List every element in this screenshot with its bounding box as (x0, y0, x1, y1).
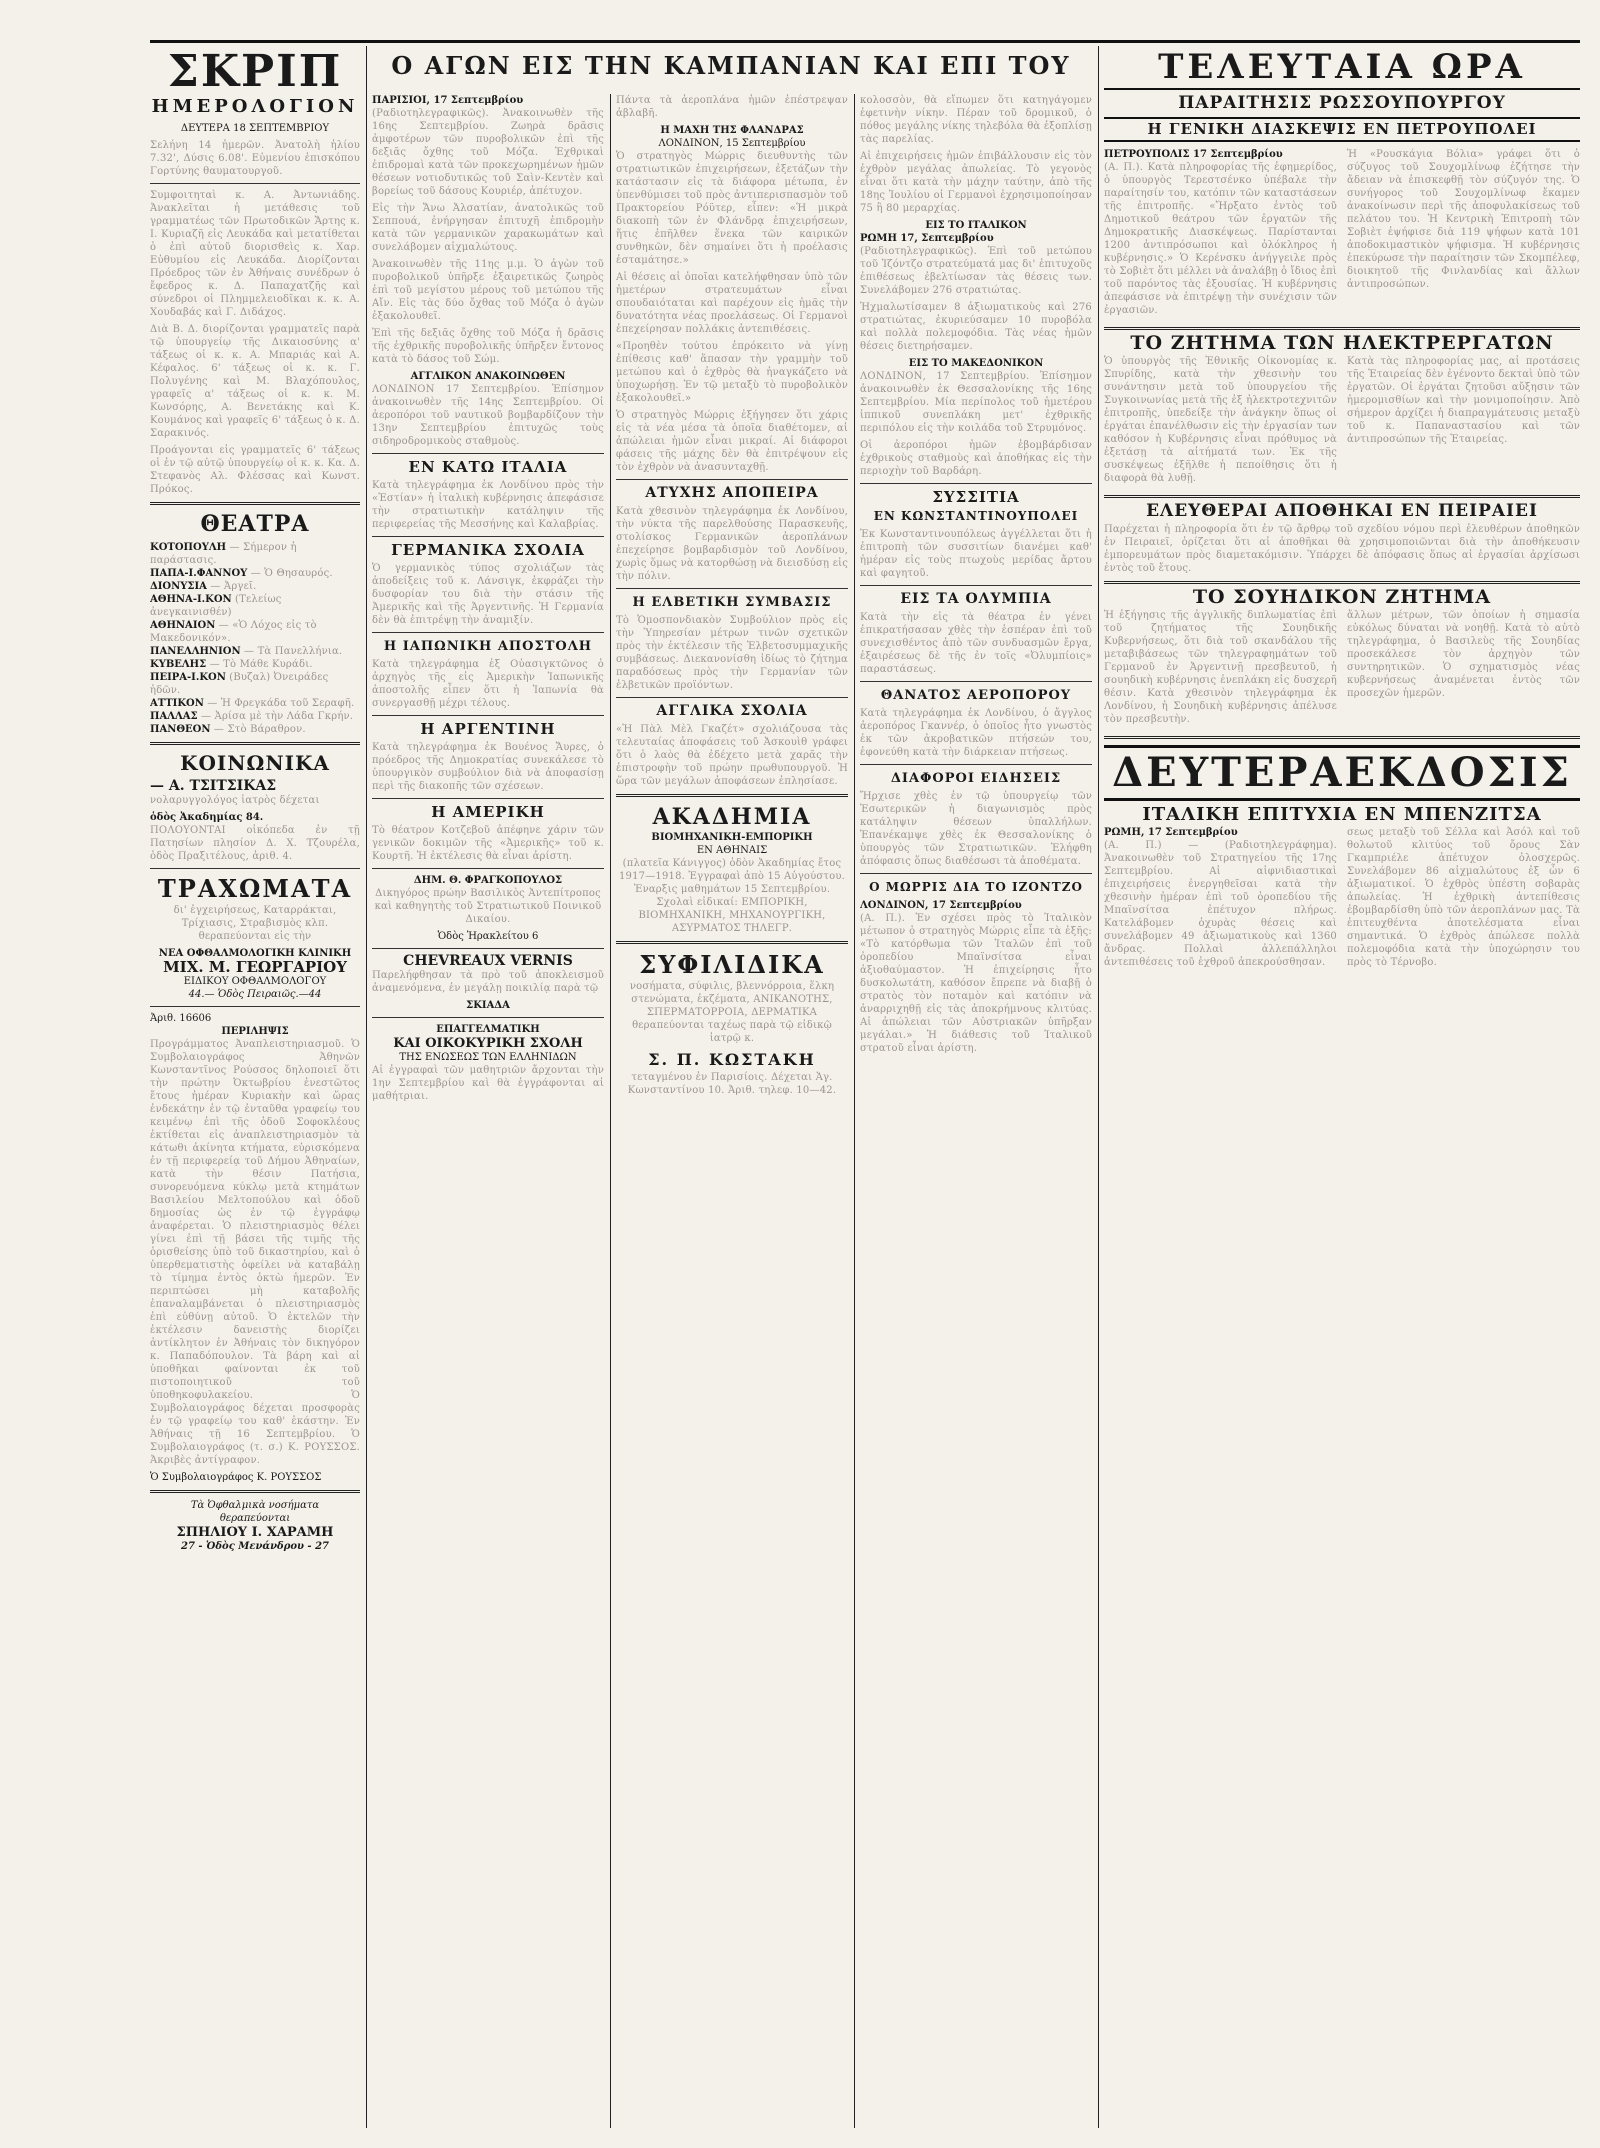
subcolumn (1347, 355, 1580, 489)
ad-line: θεραπεύονται (219, 1513, 291, 1524)
section-heading: ΕΙΣ ΤΟ ΙΤΑΛΙΚΟΝ (925, 220, 1027, 231)
separator (372, 536, 604, 537)
separator (372, 1017, 604, 1018)
column-text: Οἱ ἀεροπόροι ἡμῶν ἐβομβάρδισαν ἐχθρικοὺς σταθμοὺς καὶ ἀποθήκας εἰς τὴν περιοχὴν τοῦ Βαρδάρη. (860, 440, 1092, 477)
right-banner: ΤΕΛΕΥΤΑΙΑ ΩΡΑ (1104, 46, 1580, 90)
section-heading: Η ΑΜΕΡΙΚΗ (431, 803, 545, 821)
ad-product: CHEVREAUX VERNIS (403, 953, 573, 969)
column-text: δι' ἐγχειρήσεως, Καταρράκται, Τρίχιασις, Στραβισμὸς κλπ. θεραπεύονται εἰς τὴν (173, 905, 337, 942)
theatre-item: ΑΘΗΝΑΙΟΝ — «Ὁ Λόχος εἰς τὸ Μακεδονικόν». (150, 620, 317, 644)
theatre-item: ΑΤΤΙΚΟΝ — Ἡ Φρεγκάδα τοῦ Σεραφῆ. (150, 698, 355, 709)
column-text: ΛΟΝΔΙΝΟΝ 17 Σεπτεμβρίου. Ἐπίσημον ἀνακοινωθὲν τῆς 14ης Σεπτεμβρίου. Οἱ ἀεροπόροι τοῦ ναυτικοῦ βομβαρδίζουν τὴν 13ην Σεπτεμβρίου ἐπιτυχῶς τοὺς σιδηροδρομικοὺς σταθμοὺς. (372, 384, 604, 447)
section-heading: Η ΑΡΓΕΝΤΙΝΗ (420, 720, 556, 738)
separator (1104, 327, 1580, 330)
section-heading: ΤΟ ΖΗΤΗΜΑ ΤΩΝ ΗΛΕΚΤΡΕΡΓΑΤΩΝ (1130, 332, 1554, 354)
column-text: Διὰ Β. Δ. διορίζονται γραμματεῖς παρὰ τῷ ὑπουργείῳ τῆς Δικαιοσύνης α' τάξεως οἱ κ. κ. Α. Μπαριάς καὶ Α. Κέφαλος. 6' τάξεως οἱ κ. κ. Γ. Πολυγένης καὶ Μ. Βλαχόπουλος, γραφεῖς α' τάξεως οἱ κ. κ. Μ. Κωνσόρης, Α. Βενετάκης καὶ Κ. Κουμάνος καὶ γραφεῖς 6' τάξεως ὁ κ. Δ. Σαρακινός. (150, 324, 360, 439)
separator (150, 1490, 360, 1493)
doctor-address: ὁδὸς Ἀκαδημίας 84. (150, 812, 264, 823)
clinic-address: 44.— Ὁδὸς Πειραιῶς.—44 (188, 989, 322, 1000)
section-heading: ΓΕΡΜΑΝΙΚΑ ΣΧΟΛΙΑ (391, 541, 585, 559)
separator (1104, 495, 1580, 498)
separator (150, 868, 360, 869)
column-rule (366, 46, 367, 2128)
ad-name: ΔΗΜ. Θ. ΦΡΑΓΚΟΠΟΥΛΟΣ (413, 875, 563, 886)
column-text: (Α. Π.). Ἐν σχέσει πρὸς τὸ Ἰταλικὸν μέτωπον ὁ στρατηγὸς Μώρρις εἶπε τὰ ἑξῆς: «Τὸ κατόρθωμα τῶν Ἰταλῶν ἐπὶ τοῦ ὀροπεδίου Μπαϊνσίτσα εἶναι ἀξιοθαύμαστον. Ἡ ἐπιχείρησις ἦτο δυσκολωτάτη, καθόσον ἔπρεπε νὰ διαβῇ ὁ στρατὸς τὸν ποταμὸν καὶ κατόπιν νὰ ἀναρριχηθῇ εἰς τὰς ἀποκρήμνους κλιτύας. Αἱ ἀπώλειαι τῶν Αὐστριακῶν ὑπῆρξαν μεγάλαι.» Ἡ διάθεσις τοῦ Ἰταλικοῦ στρατοῦ εἶναι ἀρίστη. (860, 913, 1092, 1054)
academy-subheading: ΒΙΟΜΗΧΑΝΙΚΗ-ΕΜΠΟΡΙΚΗ (651, 832, 813, 843)
separator (616, 941, 848, 944)
column-text: Ἤρχισε χθὲς ἐν τῷ ὑπουργείῳ τῶν Ἐσωτερικῶν ἡ διαγωνισμὸς πρὸς κατάληψιν θέσεων ὑπαλλήλων. Ἐπανέκαμψε χθὲς ἐκ Θεσσαλονίκης ὁ ὑπουργὸς τῶν Στρατιωτικῶν. Ἐλήφθη ἀπόφασις ὅπως διαθέσωσι τὰ ἀποθέματα. (860, 791, 1092, 867)
ad-address: Ὁδὸς Ἡρακλείτου 6 (437, 931, 539, 942)
column-text: Ἠχμαλωτίσαμεν 8 ἀξιωματικοὺς καὶ 276 στρατιώτας, ἐκυριεύσαμεν 10 πυροβόλα καὶ πολλὰ πολεμοφόδια. Τὰς νέας ἡμῶν θέσεις διετηρήσαμεν. (860, 302, 1092, 352)
separator (616, 697, 848, 698)
ad-doctor: Σ. Π. ΚΩΣΤΑΚΗ (648, 1050, 816, 1069)
section-heading: ΕΛΕΥΘΕΡΑΙ ΑΠΟΘΗΚΑΙ ΕΝ ΠΕΙΡΑΙΕΙ (1146, 501, 1538, 521)
section-heading: Η ΙΑΠΩΝΙΚΗ ΑΠΟΣΤΟΛΗ (383, 639, 593, 654)
separator (1104, 736, 1580, 739)
section-heading: Η ΜΑΧΗ ΤΗΣ ΦΛΑΝΔΡΑΣ (660, 125, 804, 136)
dateline: ΠΕΤΡΟΥΠΟΛΙΣ 17 Σεπτεμβρίου (1104, 149, 1283, 160)
column-text: Κατὰ τηλεγράφημα ἐκ Βουένος Ἄυρες, ὁ πρόεδρος τῆς Δημοκρατίας συνεκάλεσε τὸ ὑπουργικὸν συμβούλιον διὰ νὰ ἀποφασίσῃ περὶ τῆς διακοπῆς τῶν σχέσεων. (372, 742, 604, 792)
column-text: (Α. Π.). Κατὰ πληροφορίας τῆς ἐφημερίδος, ὁ ὑπουργὸς Τερεστσένκο ὑπέβαλε τὴν παραίτησίν του, κατόπιν τῶν καταστάσεων τῆς ἐπιτροπῆς. «Ἤρξατο ἐντὸς τοῦ Δημοτικοῦ θεάτρου τῶν ἐργατῶν τῆς Δημοκρατικῆς Διασκέψεως. Παρίστανται 1200 ἀντιπρόσωποι καὶ ὁλόκληρος ἡ κυβέρνησις.» Ὁ Κερένσκυ ἀνήγγειλε πρὸς τὸ Σοβιὲτ ὅτι μέλλει νὰ ἀναλάβῃ ὁ ἴδιος ἐπὶ τοῦ παρόντος τὰς ἐξουσίας. Ἡ κυβέρνησις ἀπεφάσισε νὰ ἐπιτρέψῃ τὴν συνέχισιν τῶν ἐργασιῶν. (1104, 162, 1337, 316)
theatres-heading: ΘΕΑΤΡΑ (200, 511, 310, 537)
theatres-list (150, 541, 360, 736)
dateline: ΛΟΝΔΙΝΟΝ, 17 Σεπτεμβρίου (860, 900, 1022, 911)
ad-name: ΣΠΗΛΙΟΥ Ι. ΧΑΡΑΜΗ (176, 1525, 334, 1540)
column-text: νολαρυγγολόγος ἰατρὸς δέχεται (150, 795, 320, 806)
section-heading: ΣΥΣΣΙΤΙΑ (932, 488, 1020, 506)
separator (150, 183, 360, 184)
column-text: Κατὰ τηλεγράφημα ἐκ Λονδίνου πρὸς τὴν «Ἑστίαν» ἡ ἰταλικὴ κυβέρνησις ἀπεφάσισε τὴν στρατιωτικὴν κατάληψιν τῆς περιφερείας τῆς Μεσσήνης καὶ Καλαβρίας. (372, 480, 604, 530)
separator (150, 742, 360, 745)
separator (372, 868, 604, 869)
school-heading: ΚΑΙ ΟΙΚΟΚΥΡΙΚΗ ΣΧΟΛΗ (393, 1036, 583, 1051)
dateline: ΠΑΡΙΣΙΟΙ, 17 Σεπτεμβρίου (372, 95, 524, 106)
separator (616, 794, 848, 797)
column-text: Ἐπὶ τῆς δεξιᾶς ὄχθης τοῦ Μόζα ἡ δρᾶσις τῆς ἐχθρικῆς πυροβολικῆς ὑπῆρξεν ἔντονος κατὰ τὸ δάσος τοῦ Σώμ. (372, 328, 604, 365)
separator (616, 588, 848, 589)
academy-heading: ΑΚΑΔΗΜΙΑ (652, 804, 812, 830)
column-text: Ἀνακοινωθὲν τῆς 11ης μ.μ. Ὁ ἀγὼν τοῦ πυροβολικοῦ ὑπῆρξε ἐξαιρετικῶς ζωηρὸς ἐπὶ τοῦ μεγίστου μέρους τοῦ μετώπου τῆς Αἴν. Εἰς τὰς δύο ὄχθας τοῦ Μόζα ὁ ἀγὼν ἐξακολουθεῖ. (372, 259, 604, 322)
section-heading: ΑΓΓΛΙΚΑ ΣΧΟΛΙΑ (656, 703, 808, 719)
column-text: «Προηθὲν τούτου ἐπρόκειτο νὰ γίνῃ ἐπίθεσις καθ' ἅπασαν τὴν γραμμὴν τοῦ μετώπου καὶ ὁ ἐχθρὸς θὰ ἠναγκάζετο νὰ ὑποχωρήσῃ. Ἐν τῷ μεταξὺ τὸ πυροβολικὸν ἐξακολουθεῖ.» (616, 341, 848, 404)
column-text: Κατὰ τηλεγράφημα ἐκ Λονδίνου, ὁ ἄγγλος ἀεροπόρος Γκαννέρ, ὁ ὁποῖος ἦτο γνωστὸς ἐκ τῶν ἀκροβατικῶν πτήσεών του, ἐφονεύθη κατὰ τὴν διάρκειαν πτήσεως. (860, 708, 1092, 758)
separator (150, 1006, 360, 1007)
ad-line: Τὰ Ὀφθαλμικὰ νοσήματα (190, 1500, 320, 1511)
clinic-role: ΕΙΔΙΚΟΥ ΟΦΘΑΛΜΟΛΟΓΟΥ (183, 976, 327, 987)
section-heading: ΠΑΡΑΙΤΗΣΙΣ ΡΩΣΣΟΥΠΟΥΡΓΟΥ (1178, 93, 1506, 113)
column-text: Τὸ θέατρον Κοτζεβοῦ ἀπέφηνε χάριν τῶν γενικῶν δοκιμῶν τῆς «Ἀμερικῆς» τοῦ κ. Κουρτῆ. Ἡ ἐκτέλεσις θὰ εἶναι ἀρίστη. (372, 825, 604, 862)
separator (860, 483, 1092, 484)
academy-location: ΕΝ ΑΘΗΝΑΙΣ (696, 845, 768, 856)
clinic-doctor: ΜΙΧ. Μ. ΓΕΩΡΓΑΡΙΟΥ (163, 958, 347, 976)
section-heading: ΙΤΑΛΙΚΗ ΕΠΙΤΥΧΙΑ ΕΝ ΜΠΕΝΖΙΤΣΑ (1142, 804, 1542, 825)
ad-address: 27 - Ὁδὸς Μενάνδρου - 27 (181, 1541, 329, 1552)
separator (860, 585, 1092, 586)
subcolumn (1104, 148, 1337, 321)
separator (372, 798, 604, 799)
two-column-block (1104, 609, 1580, 730)
theatre-item: ΚΟΤΟΠΟΥΛΗ — Σήμερον ἡ παράστασις. (150, 542, 297, 566)
column-text: (Α. Π.) — (Ραδιοτηλεγράφημα). Ἀνακοινωθὲν τοῦ Στρατηγείου τῆς 17ης Σεπτεμβρίου. Αἱ αἰφνιδιαστικαὶ ἐπιχειρήσεις ἐνεργηθεῖσαι κατὰ τὴν χθεσινὴν ἡμέραν ἐπὶ τοῦ ὀροπεδίου τῆς Μπαϊνσίτσα ἐπέτυχον πλήρως. Κατελάβομεν ὀχυρὰς θέσεις καὶ συνελάβομεν 49 ἀξιωματικοὺς καὶ 1360 ἄνδρας. Πολλαὶ ἀλλεπάλληλοι ἀντεπιθέσεις τοῦ ἐχθροῦ ἀπεκρούσθησαν. (1104, 840, 1337, 968)
section-heading: ΘΑΝΑΤΟΣ ΑΕΡΟΠΟΡΟΥ (880, 688, 1072, 703)
column-text: Κατὰ τηλεγράφημα ἐξ Οὐασιγκτῶνος ὁ ἀρχηγὸς τῆς εἰς Ἀμερικὴν Ἰαπωνικῆς ἀποστολῆς εἶπεν ὅτι ἡ Ἰαπωνία θὰ συνεργασθῇ μέχρι τέλους. (372, 659, 604, 709)
theatre-item: ΑΘΗΝΑ-Ι.ΚΟΝ (Τελείως ἀνεγκαινισθέν) (150, 594, 282, 618)
right-section (1104, 46, 1580, 2128)
column-text: ΠΟΛΟΥΟΝΤΑΙ οἰκόπεδα ἐν τῇ Πατησίων πλησίον Δ. Χ. Τζουρέλα, ὁδὸς Πραξιτέλους, ἀριθ. 4. (150, 825, 360, 862)
separator (150, 502, 360, 505)
column-text: νοσήματα, σύφιλις, βλεννόρροια, ἕλκη στενώματα, ἐκζέματα, ΑΝΙΚΑΝΟΤΗΣ, ΣΠΕΡΜΑΤΟΡΡΟΙΑ, ΔΕΡΜΑΤΙΚΑ θεραπεύονται ταχέως παρὰ τῷ εἰδικῷ ἰατρῷ κ. (629, 981, 835, 1044)
column-text: κολοσσὸν, θὰ εἴπωμεν ὅτι κατηγάγομεν ἐφετινὴν νίκην. Πέραν τοῦ δρομικοῦ, ὁ πόθος μεγάλης νίκης τηλεβόλα θὰ ἐξοπλίσῃ τὰς παρελίας. (860, 95, 1092, 145)
section-heading: ΤΟ ΣΟΥΗΔΙΚΟΝ ΖΗΤΗΜΑ (1192, 586, 1492, 608)
center-column-3 (860, 94, 1092, 2128)
separator (1104, 581, 1580, 584)
column-text: Παρέχεται ἡ πληροφορία ὅτι ἐν τῷ ἄρθρῳ τοῦ σχεδίου νόμου περὶ ἐλευθέρων ἀποθηκῶν ἐν Πειραιεῖ, ὁρίζεται ὅτι αἱ ἀποθῆκαι θὰ χρησιμοποιῶνται διὰ τὴν ἀποθήκευσιν ἐμπορευμάτων πρὸς διαμετακόμισιν. Ὑπάρχει δὲ ἀπόφασις ὅπως αἱ ἐργασίαι ἀρχίσωσι ἐντὸς τοῦ ἔτους. (1104, 524, 1580, 574)
social-heading: ΚΟΙΝΩΝΙΚΑ (180, 751, 330, 775)
theatre-item: ΠΑΝΕΛΛΗΝΙΟΝ — Τὰ Πανελλήνια. (150, 646, 343, 657)
column-text: Ἡ «Ρουσκάγια Βόλια» γράφει ὅτι ὁ σύζυγος τοῦ Σουχομλίνωφ ἐζήτησε τὴν ἄδειαν νὰ ἐπισκεφθῇ τὸν σύζυγόν της. Ὁ συνήγορος τοῦ Σουχομλίνωφ ἔκαμεν ἀνακοίνωσιν περὶ τῆς ἀποφυλακίσεως τοῦ πελάτου του. Ἡ Κεντρικὴ Ἐπιτροπὴ τῶν Σοβιὲτ ἐψήφισε διὰ 119 ψήφων κατὰ 101 ἀποδοκιμαστικὸν ψήφισμα. Ἡ κυβέρνησις ἐπεκύρωσε τὴν παραίτησιν τῶν Σκομπέλεφ, διοικητοῦ τῆς Φινλανδίας καὶ ἄλλων ἀντιπροσώπων. (1347, 149, 1580, 290)
notice-number: Ἀριθ. 16606 (150, 1013, 212, 1024)
column-text: Ἐκ Κωνσταντινουπόλεως ἀγγέλλεται ὅτι ἡ ἐπιτροπὴ τῶν συσσιτίων διανέμει καθ' ἡμέραν εἰς τοὺς πτωχοὺς μερίδας ἄρτου καὶ φαγητοῦ. (860, 529, 1092, 579)
dateline: ΛΟΝΔΙΝΟΝ, 15 Σεπτεμβρίου (658, 138, 806, 149)
subcolumn (1104, 355, 1337, 489)
subcolumn (1104, 609, 1337, 730)
separator (372, 453, 604, 454)
separator (372, 632, 604, 633)
column-text: Κατὰ τὴν εἰς τὰ θέατρα ἐν γένει ἐπικρατήσασαν χθὲς τὴν ἑσπέραν ἐπὶ τοῦ συνεχισθέντος ἀπὸ τῶν συνδυασμῶν ἔργα, ἐξαιρέσεως δὲ τῆς ἐν τοῖς «Ὀλυμπίοις» παραστάσεως. (860, 612, 1092, 675)
theatre-item: ΚΥΒΕΛΗΣ — Τὸ Μάθε Κυράδι. (150, 659, 313, 670)
section-subheading: ΕΝ ΚΩΝΣΤΑΝΤΙΝΟΥΠΟΛΕΙ (873, 509, 1079, 523)
column-text: Κατὰ χθεσινὸν τηλεγράφημα ἐκ Λονδίνου, τὴν νύκτα τῆς παρελθούσης Παρασκευῆς, στολίσκος Γερμανικῶν ἀεροπλάνων ἐπεχείρησε βομβαρδισμὸν τοῦ Λονδίνου, χωρὶς ὅμως νὰ κατορθώσῃ νὰ διεισδύσῃ εἰς τὴν πόλιν. (616, 506, 848, 582)
subcolumn (1104, 826, 1337, 973)
ad-heading: ΣΥΦΙΛΙΔΙΚΑ (639, 950, 825, 979)
separator (860, 764, 1092, 765)
column-text: Κατὰ τὰς πληροφορίας μας, αἱ προτάσεις τῆς Ἑταιρείας δὲν ἐγένοντο δεκταὶ ὑπὸ τῶν ἐργατῶν. Οἱ ἐργάται ζητοῦσι αὔξησιν τῶν ἡμερομισθίων καὶ τὴν μονιμοποίησιν. Ἀπὸ σήμερον ἀρχίζει ἡ διαπραγμάτευσις μεταξὺ τοῦ κ. Παπαναστασίου καὶ τῶν ἀντιπροσώπων τῆς Ἑταιρείας. (1347, 356, 1580, 445)
section-heading: ΕΙΣ ΤΟ ΜΑΚΕΔΟΝΙΚΟΝ (908, 358, 1044, 369)
two-column-block (1104, 148, 1580, 321)
column-text: «Ἡ Πὰλ Μὲλ Γκαζέτ» σχολιάζουσα τὰς τελευταίας ἀποφάσεις τοῦ Ἀσκουὶθ γράφει ὅτι ὁ λαὸς θὰ ἐδέχετο μετὰ χαρᾶς τὴν ἐπιστροφὴν τοῦ πρώην πρωθυπουργοῦ. Ἡ ὥρα τῶν μεγάλων ἀποφάσεων ἐπλησίασε. (616, 724, 848, 787)
theatre-item: ΠΕΙΡΑ-Ι.ΚΟΝ (Βυζαλ) Ὀνειράδες ἡδῶν. (150, 672, 329, 696)
clinic-name: ΝΕΑ ΟΦΘΑΛΜΟΛΟΓΙΚΗ ΚΛΙΝΙΚΗ (158, 948, 352, 959)
column-text: Ὁ στρατηγὸς Μώρρις ἐξήγησεν ὅτι χάρις εἰς τὰ νέα μέσα τὰ ὁποῖα διαθέτομεν, αἱ ἀπώλειαι ἡμῶν εἶναι μικραί. Αἱ διάφοροι φάσεις τῆς μάχης δὲν θὰ ἐπιτρέψουν εἰς τὸν ἐχθρὸν νὰ ἀνασυνταχθῇ. (616, 410, 848, 473)
top-rule (150, 40, 1580, 43)
column-rule (854, 94, 855, 2128)
dateline: ΡΩΜΗ 17, Σεπτεμβρίου (860, 233, 994, 244)
column-text: Αἱ ἐγγραφαὶ τῶν μαθητριῶν ἄρχονται τὴν 1ην Σεπτεμβρίου καὶ θὰ ἐγγράφονται αἱ μαθήτριαι. (372, 1065, 604, 1102)
column-text: τεταγμένου ἐν Παρισίοις. Δέχεται Ἁγ. Κωνσταντίνου 10. Ἀριθ. τηλεφ. 10—42. (627, 1072, 837, 1096)
main-headline: Ο ΑΓΩΝ ΕΙΣ ΤΗΝ ΚΑΜΠΑΝΙΑΝ ΚΑΙ ΕΠΙ ΤΟΥ (372, 46, 1090, 90)
center-banner (372, 46, 1090, 90)
column-text: (Ραδιοτηλεγραφικῶς). Ἐπὶ τοῦ μετώπου τοῦ Ἰζόντζο στρατεύματά μας δι' ἐπιτυχοῦς ἐπιθέσεως ἐβελτίωσαν τὰς θέσεις των. Συνελάβομεν 276 στρατιώτας. (860, 246, 1092, 296)
center-column-2 (616, 94, 848, 2128)
two-column-block (1104, 355, 1580, 489)
column-text: (πλατεῖα Κάνιγγος) ὁδὸν Ἀκαδημίας ἔτος 1917—1918. Ἐγγραφαὶ ἀπὸ 15 Αὐγούστου. Ἐναρξις μαθημάτων 15 Σεπτεμβρίου. Σχολαὶ εἰδικαί: ΕΜΠΟΡΙΚΗ, ΒΙΟΜΗΧΑΝΙΚΗ, ΜΗΧΑΝΟΥΡΓΙΚΗ, ΑΣΥΡΜΑΤΟΣ ΤΗΛΕΓΡ. (618, 858, 846, 934)
section-heading: ΕΝ ΚΑΤΩ ΙΤΑΛΙΑ (408, 458, 568, 476)
separator (372, 715, 604, 716)
signoff: Ὁ Συμβολαιογράφος Κ. ΡΟΥΣΣΟΣ (150, 1472, 322, 1483)
second-edition-banner: ΔΕΥΤΕΡΑΕΚΔΟΣΙΣ (1104, 745, 1580, 801)
trachoma-heading: ΤΡΑΧΩΜΑΤΑ (157, 874, 353, 903)
section-heading: ΑΤΥΧΗΣ ΑΠΟΠΕΙΡΑ (645, 485, 819, 501)
theatre-item: ΠΑΝΘΕΟΝ — Στὸ Βάραθρον. (150, 724, 306, 735)
separator (860, 873, 1092, 874)
column-text: Ὁ γερμανικὸς τύπος σχολιάζων τὰς ἀποδείξεις τοῦ κ. Λάνσιγκ, ἐκφράζει τὴν δυσφορίαν του διὰ τὴν στάσιν τῆς Ἀμερικῆς καὶ τῆς Ἀργεντινῆς. Ἡ Γερμανία δὲν θὰ ἐπιτρέψῃ τὴν ἀναμιξίν. (372, 563, 604, 626)
column-text: Προγράμματος Ἀναπλειστηριασμοῦ. Ὁ Συμβολαιογράφος Ἀθηνῶν Κωνσταντῖνος Ρούσσος δηλοποιεῖ ὅτι τὴν πρώτην Ὀκτωβρίου ἐνεστῶτος ἔτους ἡμέραν Κυριακὴν καὶ ὥρας ἐνδεκάτην ἐν τῷ ἐνταῦθα γραφείῳ του κειμένῳ ἐπὶ τῆς ὁδοῦ Σοφοκλέους ἐκτίθεται εἰς ἀναπλειστηριασμὸν τὰ κάτωθι ἀκίνητα κτήματα, εὐρισκόμενα ἐν τῇ περιφερείᾳ τοῦ Δήμου Ἀθηναίων, κατὰ τὴν θέσιν Πατήσια, συνορευόμενα κύκλῳ μετὰ κτημάτων Βασιλείου Μελτοπούλου καὶ ὁδοῦ δημοσίας ὡς ἐν τῷ ἐγγράφῳ ἀναφέρεται. Ὁ πλειστηριασμὸς θέλει γίνει ἐπὶ τῇ βάσει τῆς τιμῆς τῆς ὁρισθείσης ὑπὸ τοῦ δικαστηρίου, καὶ ὁ ὑπερθεματιστὴς ὀφείλει νὰ καταβάλῃ τὸ τίμημα ἐντὸς ὀκτὼ ἡμερῶν. Ἐν περιπτώσει μὴ καταβολῆς ἐπαναλαμβάνεται ὁ πλειστηριασμὸς ἐπὶ εὐθύνῃ αὐτοῦ. Ὁ ἐκτελῶν τὴν ἐκτέλεσιν δανειστὴς διορίζει ἀντίκλητον ἐν Ἀθήναις τὸν δικηγόρον κ. Παπαδόπουλον. Τὰ βάρη καὶ αἱ ὑποθῆκαι φαίνονται ἐκ τοῦ πιστοποιητικοῦ τοῦ ὑποθηκοφυλακείου. Ὁ Συμβολαιογράφος δέχεται προσφορὰς ἐν τῷ γραφείῳ του καθ' ἑκάστην. Ἐν Ἀθήναις τῇ 16 Σεπτεμβρίου. Ὁ Συμβολαιογράφος (τ. σ.) Κ. ΡΟΥΣΣΟΣ. Ἀκριβὲς ἀντίγραφον. (150, 1039, 360, 1466)
column-text: Ὁ ὑπουργὸς τῆς Ἐθνικῆς Οἰκονομίας κ. Σπυρίδης, κατὰ τὴν χθεσινὴν του συνάντησιν μετὰ τοῦ ὑπουργείου τῆς Συγκοινωνίας μετὰ τῆς ἐξ ἠλεκτροτεχνιτῶν ἐπιτροπῆς, ὑπεδείξε τὴν ἀνάγκην ὅπως οἱ ἐργάται ἐπανέλθωσιν εἰς τὴν ἐργασίαν των καθόσον ἡ Κυβέρνησις εἶναι πρόθυμος νὰ ἐξετάσῃ τὰ αἰτήματά των. Ἐκ τῆς συσκέψεως ἐξῆλθε ἡ πεποίθησις ὅτι ἡ διαφορὰ θὰ λυθῇ. (1104, 356, 1337, 484)
column-text: Αἱ ἐπιχειρήσεις ἡμῶν ἐπιβάλλουσιν εἰς τὸν ἐχθρὸν μεγάλας ἀπωλείας. Τὸ γεγονὸς εἶναι ὅτι κατὰ τὴν μάχην ταύτην, ἀπὸ τῆς 18ης Ἰουλίου οἱ Γερμανοὶ ἐχρησιμοποίησαν 75 ἢ 80 μεραρχίας. (860, 151, 1092, 214)
left-column (150, 46, 360, 2128)
masthead: ΣΚΡΙΠ (167, 46, 343, 97)
masthead-subtitle: ΗΜΕΡΟΛΟΓΙΟΝ (151, 96, 359, 117)
column-text: Δικηγόρος πρώην Βασιλικὸς Ἀντεπίτροπος καὶ καθηγητὴς τοῦ Στρατιωτικοῦ Ποινικοῦ Δικαίου. (374, 888, 602, 925)
column-text: σεως μεταξὺ τοῦ Σέλλα καὶ Ἀσόλ καὶ τοῦ θολωτοῦ κλιτύος τοῦ ὄρους Σὰν Γκαμπριέλε ἀπέτυχον ὁλοσχερῶς. Συνελάβομεν 86 αἰχμαλώτους ἐξ ὧν 6 ἀξιωματικοί. Ὁ ἐχθρὸς ὑπέστη σοβαρὰς ἀπωλείας. Ἡ ἐχθρικὴ ἀντεπίθεσις ἐβομβαρδίσθη ὑπὸ τῶν ἀεροπλάνων μας. Τὰ ἐπιτευχθέντα ἀποτελέσματα εἶναι σημαντικά. Ὁ ἐχθρὸς ἀπώλεσε πολλὰ πολεμοφόδια κατὰ τὴν ὑποχώρησιν του πρὸς τὸ Τέρνοβο. (1347, 827, 1580, 968)
subcolumn (1347, 148, 1580, 321)
subcolumn (1347, 609, 1580, 730)
dateline: ΡΩΜΗ, 17 Σεπτεμβρίου (1104, 827, 1238, 838)
two-column-block (1104, 826, 1580, 973)
theatre-item: ΠΑΛΛΑΣ — Ἀρίσα μὲ τὴν Λάδα Γκρήν. (150, 711, 354, 722)
column-text: Παρελήφθησαν τὰ πρὸ τοῦ ἀποκλεισμοῦ ἀναμενόμενα, ἐν μεγάλῃ ποικιλίᾳ παρὰ τῷ (372, 970, 604, 994)
theatre-item: ΠΑΠΑ-Ι.ΦΑΝΝΟΥ — Ὁ Θησαυρός. (150, 568, 333, 579)
column-text: Συμφοιτηταὶ κ. Α. Ἀντωνιάδης. Ἀνακλεῖται ἡ μετάθεσις τοῦ γραμματέως τῶν Πρωτοδικῶν Ἄρτης κ. Ι. Κυριαζῆ εἰς Λευκάδα καὶ μετατίθεται ὁ ἐπὶ αὐτοῦ διορισθεὶς κ. Χαρ. Εὐθυμίου εἰς Λευκάδα. Διορίζονται Πρόεδρος τῶν ἐν Ἀθήναις συνέδρων ὁ ἔφεδρος κ. Δ. Παπαχατζῆς καὶ σύνεδροι οἱ Πλημμελειοδῖκαι κ. κ. Α. Χουδαβάς καὶ Γ. Διδάχος. (150, 190, 360, 318)
separator (860, 681, 1092, 682)
section-heading: Ο ΜΩΡΡΙΣ ΔΙΑ ΤΟ ΙΖΟΝΤΖΟ (869, 880, 1083, 894)
separator (372, 948, 604, 949)
school-subheading: ΤΗΣ ΕΝΩΣΕΩΣ ΤΩΝ ΕΛΛΗΝΙΔΩΝ (399, 1052, 577, 1063)
section-heading: Η ΕΛΒΕΤΙΚΗ ΣΥΜΒΑΣΙΣ (632, 595, 832, 610)
column-rule (610, 94, 611, 2128)
column-text: Προάγονται εἰς γραμματεῖς 6' τάξεως οἱ ἐν τῷ αὐτῷ ὑπουργείῳ οἱ κ. κ. Κα. Δ. Στεφανὸς Αλ. Φλέσσας καὶ Κωνστ. Πρόκος. (150, 445, 360, 495)
school-heading: ΕΠΑΓΓΕΛΜΑΤΙΚΗ (436, 1024, 540, 1035)
column-text: Τὸ Ὁμοσπονδιακὸν Συμβούλιον πρὸς εἰς τὴν Ὑπηρεσίαν μέτρων τινῶν σχετικῶν πρὸς τὴν ἐκτέλεσιν τῆς Ἑλβετοσυμμαχικῆς συμβάσεως. Διεκανονίσθη ἰδίως τὸ ζήτημα παραδόσεως πρὸς τὴν Γερμανίαν τῶν ἑλβετικῶν προϊόντων. (616, 615, 848, 691)
section-heading: Η ΓΕΝΙΚΗ ΔΙΑΣΚΕΨΙΣ ΕΝ ΠΕΤΡΟΥΠΟΛΕΙ (1104, 117, 1580, 142)
column-text: Εἰς τὴν Ἄνω Ἀλσατίαν, ἀνατολικῶς τοῦ Σεππουά, ἐνήργησαν ἐπιτυχῆ ἐπιδρομὴν κατὰ τῶν γερμανικῶν χαρακωμάτων καὶ συνελάβομεν αἰχμαλώτους. (372, 203, 604, 253)
column-rule (1098, 46, 1099, 2128)
theatre-item: ΔΙΟΝΥΣΙΑ — Ἀργεῖ. (150, 581, 257, 592)
separator (616, 479, 848, 480)
issue-date: ΔΕΥΤΕΡΑ 18 ΣΕΠΤΕΜΒΡΙΟΥ (180, 123, 330, 134)
ad-name: ΣΚΙΑΔΑ (466, 1000, 510, 1011)
column-text: Αἱ θέσεις αἱ ὁποῖαι κατελήφθησαν ὑπὸ τῶν ἡμετέρων στρατευμάτων εἶναι σπουδαιόταται καὶ παρέχουν εἰς ἡμᾶς τὴν δυνατότητα νέας προελάσεως. Οἱ Γερμανοὶ ἐπεχείρησαν πολλάκις ἀντεπιθέσεις. (616, 272, 848, 335)
column-text: Ἡ ἐξήγησις τῆς ἀγγλικῆς διπλωματίας ἐπὶ τοῦ ζητήματος τῆς Σουηδικῆς Κυβερνήσεως, ὅτι διὰ τοῦ σκανδάλου τῆς μεταβιβάσεως τῶν τηλεγραφημάτων τοῦ Γερμανοῦ ἐν Ἀργεντινῇ πρεσβευτοῦ, ἡ σουηδικὴ κυβέρνησις ἐνεπλάκη εἰς δυσχερῆ θέσιν. Κατὰ χθεσινὸν τηλεγράφημα ἐκ Λονδίνου, ἡ Σουηδικὴ κυβέρνησις ἀπέλυσε τὸν πρεσβευτὴν. (1104, 610, 1337, 725)
column-text: (Ραδιοτηλεγραφικῶς). Ἀνακοινωθὲν τῆς 16ης Σεπτεμβρίου. Ζωηρὰ δρᾶσις ἀμφοτέρων τῶν πυροβολικῶν ἐπὶ τῆς δεξιᾶς ὄχθης τοῦ Μόζα. Ἐχθρικαὶ ἐπιδρομαὶ κατὰ τῶν προκεχωρημένων ἡμῶν θέσεων νοτιοδυτικῶς τοῦ Σαὶν-Κεντὲν καὶ βορείως τοῦ δάσους Κουριέρ, ἀπέτυχον. (372, 108, 604, 197)
column-text: Πάντα τὰ ἀεροπλάνα ἡμῶν ἐπέστρεψαν ἀβλαβῆ. (616, 95, 848, 119)
notice-heading: ΠΕΡΙΛΗΨΙΣ (221, 1026, 289, 1037)
subcolumn (1347, 826, 1580, 973)
section-heading: ΔΙΑΦΟΡΟΙ ΕΙΔΗΣΕΙΣ (890, 771, 1062, 786)
column-text: ΛΟΝΔΙΝΟΝ, 17 Σεπτεμβρίου. Ἐπίσημον ἀνακοινωθὲν ἐκ Θεσσαλονίκης τῆς 16ης Σεπτεμβρίου. Μία περίπολος τοῦ ἡμετέρου ἱππικοῦ συνεπλάκη μετ' ἐχθρικῆς περιπόλου εἰς τὴν κοιλάδα τοῦ Στρυμόνος. (860, 371, 1092, 434)
column-text: Σελήνη 14 ἡμερῶν. Ἀνατολὴ ἡλίου 7.32', Δύσις 6.08'. Εὐμενίου ἐπισκόπου Γορτύνης θαυματουργοῦ. (150, 140, 360, 177)
column-text: Ὁ στρατηγὸς Μώρρις διευθυντὴς τῶν στρατιωτικῶν ἐπιχειρήσεων, ἐξετάζων τὴν κατάστασιν εἰς τὰ διάφορα μέτωπα, ἐν ὑπενθύμισει τοῦ πρὸς ἀντιπερισπασμὸν τοῦ Πρακτορείου Ρόϋτερ, εἶπεν: «Ἡ μικρὰ διακοπὴ τῶν ἐν Φλάνδρᾳ ἐπιχειρήσεων, ἥτις ἐπῆλθεν ἕνεκα τῶν καιρικῶν συνθηκῶν, δὲν σημαίνει ὅτι ἡ προέλασις ἐσταμάτησε.» (616, 151, 848, 266)
column-text: ἄλλων μέτρων, τῶν ὁποίων ἡ σημασία εὐκόλως δύναται νὰ νοηθῇ. Κατὰ τὸ αὐτὸ τηλεγράφημα, ὁ Βασιλεὺς τῆς Σουηδίας προσεκάλεσε τὸν ἀρχηγὸν τῶν συντηρητικῶν. Ὁ σχηματισμὸς νέας κυβερνήσεως ἀναμένεται ἐντὸς τῶν προσεχῶν ἡμερῶν. (1347, 610, 1580, 699)
section-heading: ΕΙΣ ΤΑ ΟΛΥΜΠΙΑ (900, 591, 1052, 607)
section-heading: ΑΓΓΛΙΚΟΝ ΑΝΑΚΟΙΝΩΘΕΝ (410, 371, 566, 382)
center-column-1 (372, 94, 604, 2128)
doctor-ad: — Α. ΤΣΙΤΣΙΚΑΣ (150, 778, 277, 794)
